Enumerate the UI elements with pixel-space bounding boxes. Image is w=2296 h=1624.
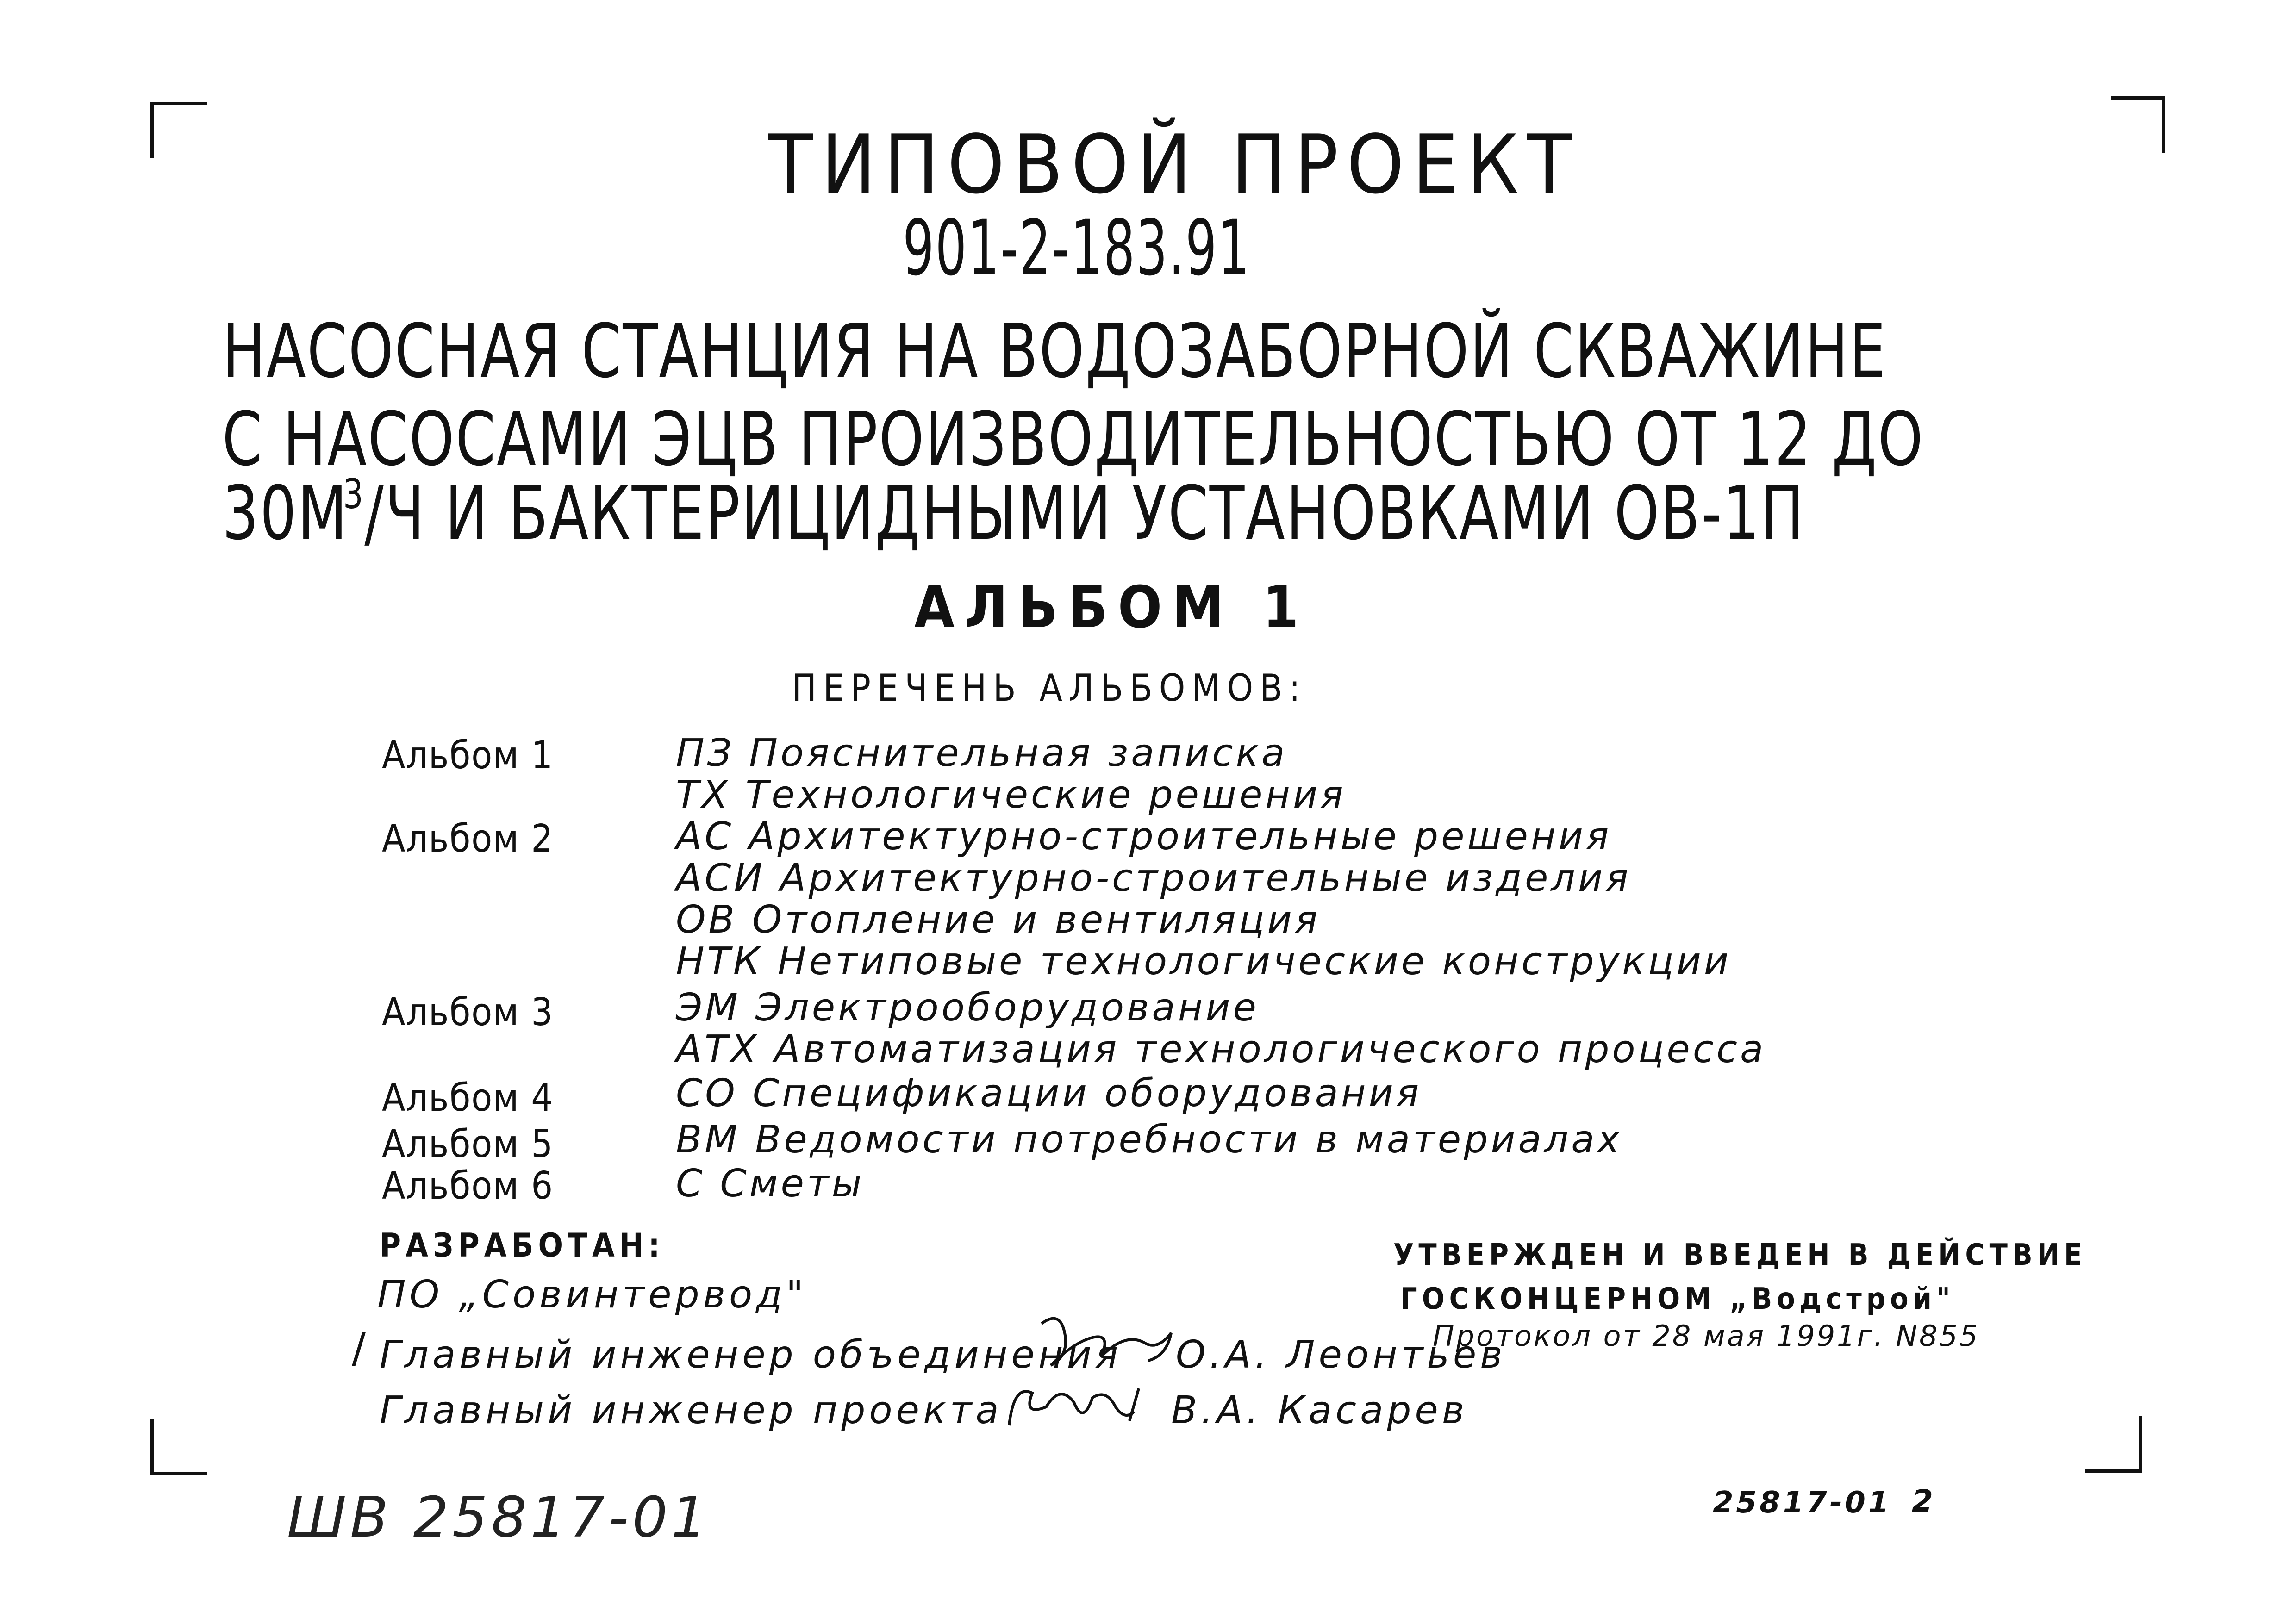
- album-2-item-4: НТК Нетиповые технологические конструкции: [676, 940, 1732, 983]
- chief-engineer-association-name: О.А. Леонтьев: [1176, 1333, 1506, 1377]
- signature-leontiev: [1032, 1305, 1185, 1379]
- signature-kasarev: [995, 1370, 1148, 1444]
- album-3-label: Альбом 3: [382, 990, 554, 1034]
- corner-mark-bottom-left: [150, 1419, 207, 1475]
- title-line-3: [222, 470, 1805, 556]
- album-5-item-1: ВМ Ведомости потребности в материалах: [676, 1118, 1622, 1162]
- document-type-heading: ТИПОВОЙ ПРОЕКТ: [768, 118, 1580, 212]
- corner-mark-top-right: [2111, 96, 2165, 153]
- title-line-2: С НАСОСАМИ ЭЦВ ПРОИЗВОДИТЕЛЬНОСТЬЮ ОТ 12 ДО: [222, 396, 1924, 482]
- title-line-3-flow-value: 30: [222, 470, 298, 556]
- handwritten-archive-code: ШВ 25817-01: [287, 1486, 711, 1550]
- album-1-label: Альбом 1: [382, 734, 554, 778]
- album-6-label: Альбом 6: [382, 1164, 554, 1208]
- chief-engineer-association-role: Главный инженер объединения: [380, 1333, 1122, 1377]
- album-1-item-2: ТХ Технологические решения: [676, 773, 1346, 817]
- page-number: 2: [1912, 1483, 1933, 1519]
- approved-line-1: УТВЕРЖДЕН И ВВЕДЕН В ДЕЙСТВИЕ: [1393, 1238, 2087, 1272]
- title-line-3-unit-superscript: 3: [343, 470, 365, 518]
- chief-engineer-project-role: Главный инженер проекта: [380, 1388, 1003, 1432]
- corner-mark-top-left: [150, 102, 207, 158]
- approved-protocol: Протокол от 28 мая 1991г. N855: [1433, 1319, 1980, 1353]
- album-3-item-1: ЭМ Электрооборудование: [676, 986, 1259, 1030]
- albums-list-title: ПЕРЕЧЕНЬ АЛЬБОМОВ:: [792, 666, 1307, 709]
- album-title: АЛЬБОМ 1: [914, 574, 1309, 641]
- album-6-item-1: С Сметы: [676, 1162, 865, 1206]
- album-4-label: Альбом 4: [382, 1076, 554, 1120]
- approved-line-2: ГОСКОНЦЕРНОМ „Водстрой": [1400, 1282, 1955, 1316]
- developed-label: РАЗРАБОТАН:: [380, 1226, 665, 1264]
- corner-mark-bottom-right: [2085, 1416, 2142, 1473]
- album-2-item-2: АСИ Архитектурно-строительные изделия: [676, 856, 1631, 900]
- album-2-item-3: ОВ Отопление и вентиляция: [676, 898, 1321, 942]
- document-code: 25817-01: [1713, 1486, 1892, 1520]
- album-2-label: Альбом 2: [382, 817, 554, 861]
- album-4-item-1: СО Спецификации оборудования: [676, 1071, 1422, 1115]
- slash-mark: /: [352, 1324, 366, 1372]
- title-line-3-unit-per-hour: /Ч: [364, 470, 426, 556]
- chief-engineer-project-name: В.А. Касарев: [1171, 1388, 1468, 1432]
- project-number: 901-2-183.91: [903, 204, 1251, 292]
- album-5-label: Альбом 5: [382, 1122, 554, 1166]
- album-1-item-1: ПЗ Пояснительная записка: [676, 731, 1288, 775]
- title-line-3-unit: М: [297, 470, 349, 556]
- title-line-1: НАСОСНАЯ СТАНЦИЯ НА ВОДОЗАБОРНОЙ СКВАЖИНЕ: [222, 308, 1887, 394]
- album-2-item-1: АС Архитектурно-строительные решения: [676, 815, 1612, 859]
- album-3-item-2: АТХ Автоматизация технологического процесса: [676, 1027, 1766, 1071]
- developed-org: ПО „Совинтервод": [377, 1273, 807, 1317]
- title-line-3-rest: И БАКТЕРИЦИДНЫМИ УСТАНОВКАМИ ОВ-1П: [445, 470, 1805, 556]
